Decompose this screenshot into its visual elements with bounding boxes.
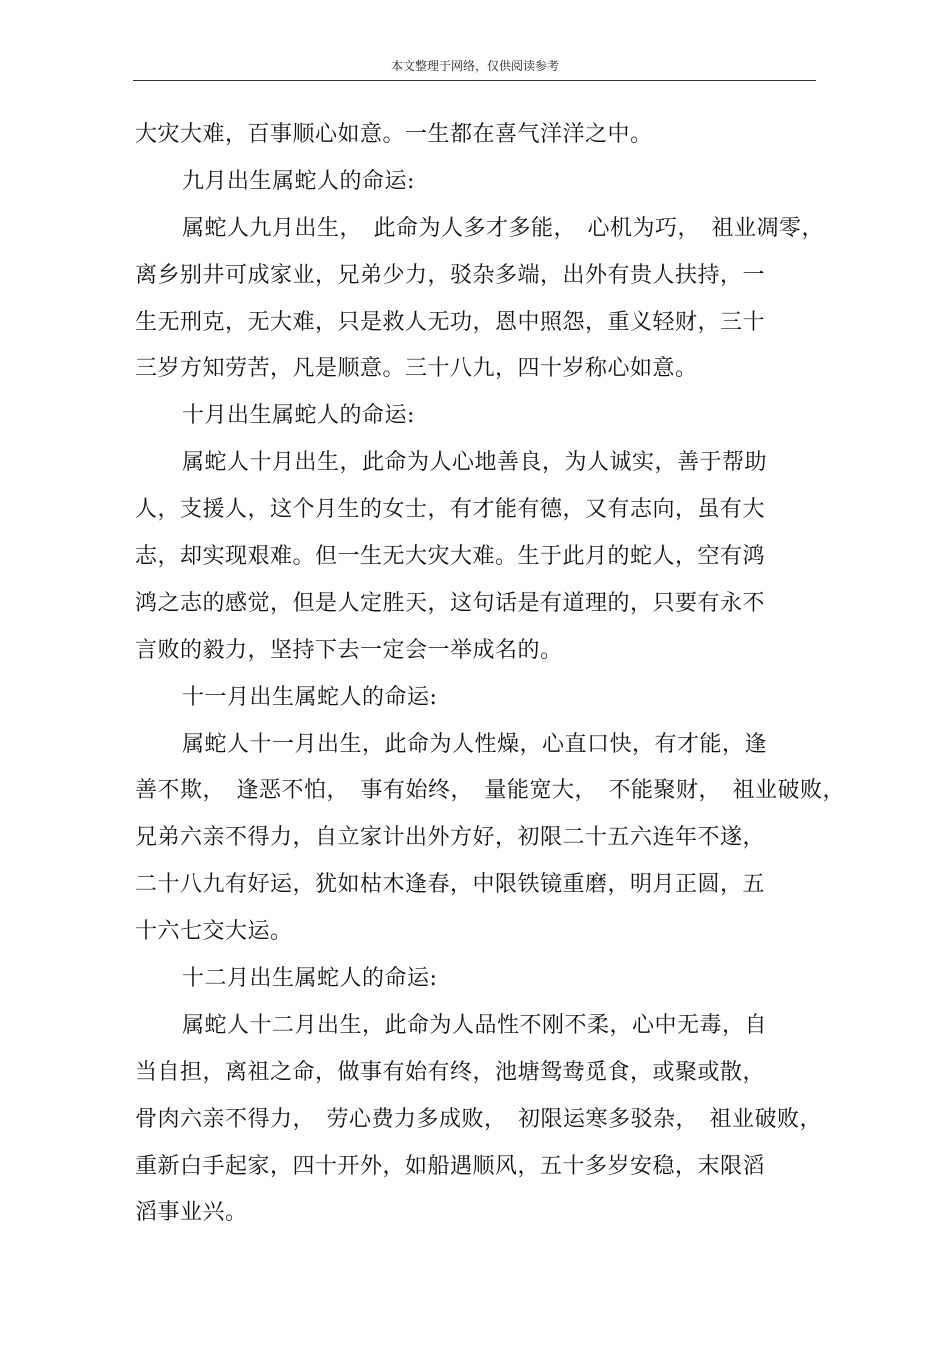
text-line: 骨肉六亲不得力， 劳心费力多成败， 初限运寒多驳杂， 祖业破败， bbox=[135, 1106, 823, 1132]
page-header-note: 本文整理于网络，仅供阅读参考 bbox=[390, 59, 559, 73]
text-line: 当自担，离祖之命，做事有始有终，池塘鸳鸯觅食，或聚或散， bbox=[135, 1059, 766, 1085]
text-line: 三岁方知劳苦，凡是顺意。三十八九，四十岁称心如意。 bbox=[135, 356, 698, 382]
text-line: 属蛇人十一月出生，此命为人性燥，心直口快，有才能，逢 bbox=[182, 731, 768, 757]
text-line: 志，却实现艰难。但一生无大灾大难。生于此月的蛇人，空有鸿 bbox=[135, 544, 766, 570]
text-line: 言败的毅力，坚持下去一定会一举成名的。 bbox=[135, 637, 563, 663]
text-line: 兄弟六亲不得力，自立家计出外方好，初限二十五六连年不遂， bbox=[135, 825, 766, 851]
text-line: 二十八九有好运，犹如枯木逢春，中限铁镜重磨，明月正圆，五 bbox=[135, 872, 766, 898]
text-line: 鸿之志的感觉，但是人定胜天，这句话是有道理的，只要有永不 bbox=[135, 590, 766, 616]
text-line: 生无刑克，无大难，只是救人无功，恩中照怨，重义轻财，三十 bbox=[135, 309, 766, 335]
text-line: 属蛇人十二月出生，此命为人品性不刚不柔，心中无毒，自 bbox=[182, 1012, 768, 1038]
text-line: 滔事业兴。 bbox=[135, 1200, 248, 1226]
text-line: 属蛇人十月出生，此命为人心地善良，为人诚实，善于帮助 bbox=[182, 450, 768, 476]
text-line: 人，支援人，这个月生的女士，有才能有德，又有志向，虽有大 bbox=[135, 497, 766, 523]
section-heading-december: 十二月出生属蛇人的命运: bbox=[182, 966, 438, 992]
text-line: 重新白手起家，四十开外，如船遇顺风，五十多岁安稳，末限滔 bbox=[135, 1153, 766, 1179]
text-line: 离乡别井可成家业，兄弟少力，驳杂多端，出外有贵人扶持，一 bbox=[135, 262, 766, 288]
text-line: 善不欺， 逢恶不怕， 事有始终， 量能宽大， 不能聚财， 祖业破败， bbox=[135, 778, 846, 804]
header-divider bbox=[133, 80, 816, 81]
text-line: 大灾大难，百事顺心如意。一生都在喜气洋洋之中。 bbox=[135, 122, 653, 147]
section-heading-november: 十一月出生属蛇人的命运: bbox=[182, 684, 438, 710]
text-line: 属蛇人九月出生， 此命为人多才多能， 心机为巧， 祖业凋零， bbox=[182, 215, 825, 241]
text-line: 十六七交大运。 bbox=[135, 919, 293, 945]
section-heading-september: 九月出生属蛇人的命运: bbox=[182, 168, 415, 194]
section-heading-october: 十月出生属蛇人的命运: bbox=[182, 403, 415, 429]
document-body bbox=[135, 112, 846, 1237]
